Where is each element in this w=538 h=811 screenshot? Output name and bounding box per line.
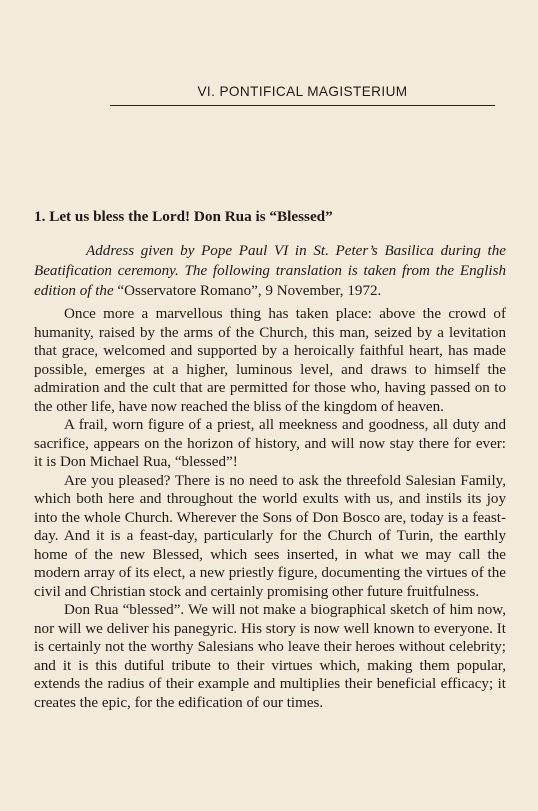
body-text xyxy=(34,305,506,712)
running-head: VI. PONTIFICAL MAGISTERIUM xyxy=(110,84,495,106)
paragraph-1: Once more a marvellous thing has taken place: above the crowd of humanity, raised by the arms of the Church, this man, seized by a levitation that grace, welcomed and supported by a heroically faithful heart, has made possible, emerges at a higher, luminous level, and draws to himself the admiration and the cult that are permitted for those who, having passed on to the other life, have now reached the bliss of the kingdom of heaven. xyxy=(34,306,506,415)
intro-paragraph xyxy=(34,241,506,301)
intro-source-text: “Osservatore Romano”, 9 November, 1972. xyxy=(113,283,382,299)
intro-note xyxy=(34,241,506,301)
paragraph-3: Are you pleased? There is no need to ask the threefold Salesian Family, which both here and throughout the world exults with us, and instils its joy into the whole Church. Wherever the Sons of Don Bosco are, today is a feast-day. And it is a feast-day, particularly for the Church of Turin, the earthly home of the new Blessed, which sees inserted, in what we may call the modern array of its elect, a new priestly figure, documenting the virtues of the civil and Christian stock and certainly promising other future fruitfulness. xyxy=(34,472,506,600)
section-title: 1. Let us bless the Lord! Don Rua is “Blessed” xyxy=(34,208,333,225)
intro-italic-text: Address given by Pope Paul VI in St. Peter’s Basilica during the Beatification ceremony. The following translation is taken from the English edition of the xyxy=(34,243,506,299)
paragraph-4: Don Rua “blessed”. We will not make a biographical sketch of him now, nor will we deliver his panegyric. His story is now well known to everyone. It is certainly not the worthy Salesians who leave their heroes without celebrity; and it is this dutiful tribute to their virtues which, making them popular, extends the radius of their example and multiplies their beneficial efficacy; it creates the epic, for the edification of our times. xyxy=(34,602,506,711)
paragraph-2: A frail, worn figure of a priest, all meekness and goodness, all duty and sacrifice, appears on the horizon of history, and will now stay there for ever: it is Don Michael Rua, “blessed”! xyxy=(34,417,506,470)
